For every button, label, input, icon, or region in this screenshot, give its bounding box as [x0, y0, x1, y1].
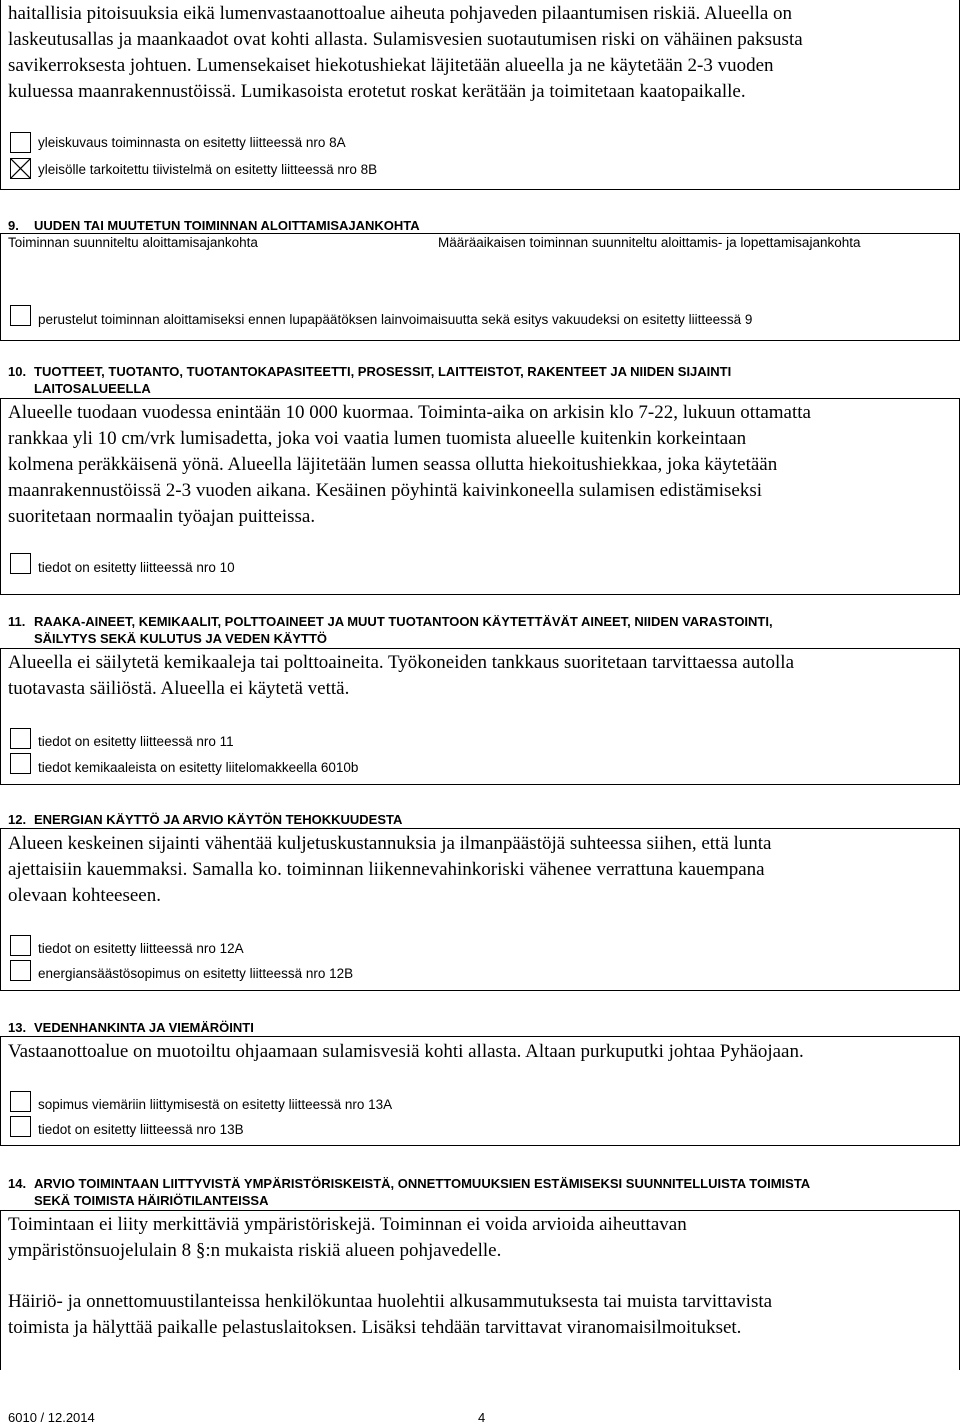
text-line: savikerroksesta johtuen. Lumensekaiset hiekotushiekat läjitetään alueella ja ne käytetään 2-3 vuoden: [8, 55, 774, 76]
section-12-text: [8, 831, 953, 909]
section-title-cont: SÄILYTYS SEKÄ KULUTUS JA VEDEN KÄYTTÖ: [34, 631, 328, 646]
text-line: olevaan kohteeseen.: [8, 885, 161, 906]
text-line: Alueen keskeinen sijainti vähentää kuljetuskustannuksia ja ilmanpäästöjä suhteessa siihen, että lunta: [8, 833, 772, 854]
checkbox-8b[interactable]: [10, 158, 31, 179]
text-line: rankkaa yli 10 cm/vrk lumisadetta, joka voi vaatia lumen tuomista alueelle kuitenkin korkeintaan: [8, 428, 747, 449]
checkbox-11[interactable]: [10, 728, 31, 749]
text-line: ympäristönsuojelulain 8 §:n mukaista riskiä alueen pohjavedelle.: [8, 1240, 502, 1261]
text-line: Alueelle tuodaan vuodessa enintään 10 000 kuormaa. Toiminta-aika on arkisin klo 7-22, lukuun ottamatta: [8, 402, 811, 423]
checkbox-8a-label: yleiskuvaus toiminnasta on esitetty liitteessä nro 8A: [38, 135, 346, 150]
section-14-heading: [8, 1175, 810, 1209]
section-10-text: [8, 400, 953, 530]
text-line: Vastaanottoalue on muotoiltu ohjaamaan sulamisvesiä kohti allasta. Altaan purkuputki johtaa Pyhäojaan.: [8, 1041, 804, 1062]
checkbox-8b-label: yleisölle tarkoitettu tiivistelmä on esitetty liitteessä nro 8B: [38, 162, 378, 177]
text-line: maanrakennustöissä 2-3 vuoden aikana. Kesäinen pöyhintä kaivinkoneella sulamisen edistämiseksi: [8, 480, 762, 501]
section-title-cont: SEKÄ TOIMISTA HÄIRIÖTILANTEISSA: [34, 1193, 269, 1208]
text-line: kuluessa maanrakennustöissä. Lumikasoista erotetut roskat kerätään ja toimitetaan kaatopaikalle.: [8, 81, 746, 102]
text-line: kolmena peräkkäisenä yönä. Alueella läjitetään lumen seassa ollutta hiekoitushiekkaa, joka käytetään: [8, 454, 778, 475]
text-line: suoritetaan normaalin työajan puitteissa.: [8, 506, 316, 527]
section-number: 9.: [8, 218, 19, 233]
text-line: Häiriö- ja onnettomuustilanteissa henkilökuntaa huolehtii alkusammutuksesta tai muista tarvittavista: [8, 1291, 773, 1312]
checkbox-13a[interactable]: [10, 1091, 31, 1112]
text-line: laskeutusallas ja maankaadot ovat kohti allasta. Sulamisvesien suotautumisen riski on vähäinen paksusta: [8, 29, 803, 50]
section-number: 11.: [8, 614, 26, 629]
checkbox-10[interactable]: [10, 553, 31, 574]
section-11-heading: [8, 613, 773, 647]
checkbox-12b-label: energiansäästösopimus on esitetty liitteessä nro 12B: [38, 966, 354, 981]
text-line: haitallisia pitoisuuksia eikä lumenvastaanottoalue aiheuta pohjaveden pilaantumisen riskiä. Alueella on: [8, 3, 793, 24]
section-title: RAAKA-AINEET, KEMIKAALIT, POLTTOAINEET JA MUUT TUOTANTOON KÄYTETTÄVÄT AINEET, NIIDEN VARASTOINTI,: [34, 614, 773, 629]
start-date-label: Toiminnan suunniteltu aloittamisajankohta: [8, 235, 258, 250]
checkbox-12a[interactable]: [10, 935, 31, 956]
checkbox-11-label: tiedot on esitetty liitteessä nro 11: [38, 734, 234, 749]
text-line: toimista ja hälyttää paikalle pelastuslaitoksen. Lisäksi tehdään tarvittavat viranomaisilmoitukset.: [8, 1317, 742, 1338]
section-title: UUDEN TAI MUUTETUN TOIMINNAN ALOITTAMISAJANKOHTA: [34, 218, 420, 233]
checkbox-9-label: perustelut toiminnan aloittamiseksi ennen lupapäätöksen lainvoimaisuutta sekä esitys vakuudeksi on esitetty liitteessä 9: [38, 312, 753, 327]
section-number: 12.: [8, 812, 27, 827]
checkmark-x-icon: [11, 159, 30, 178]
section-12-heading: [8, 811, 402, 828]
section-number: 13.: [8, 1020, 27, 1035]
checkbox-10-label: tiedot on esitetty liitteessä nro 10: [38, 560, 235, 575]
intro-text: [8, 1, 953, 105]
section-title: TUOTTEET, TUOTANTO, TUOTANTOKAPASITEETTI, PROSESSIT, LAITTEISTOT, RAKENTEET JA NIIDEN SIJAINTI: [34, 364, 732, 379]
section-13-text: [8, 1039, 953, 1065]
text-line: Toimintaan ei liity merkittäviä ympäristöriskejä. Toiminnan ei voida arvioida aiheuttavan: [8, 1214, 687, 1235]
fixed-term-label: Määräaikaisen toiminnan suunniteltu aloittamis- ja lopettamisajankohta: [438, 235, 861, 250]
checkbox-12a-label: tiedot on esitetty liitteessä nro 12A: [38, 941, 244, 956]
section-title: ENERGIAN KÄYTTÖ JA ARVIO KÄYTÖN TEHOKKUUDESTA: [34, 812, 403, 827]
section-14-text-2: [8, 1289, 953, 1341]
section-13-heading: [8, 1019, 254, 1036]
section-10-heading: [8, 363, 731, 397]
form-id: 6010 / 12.2014: [8, 1410, 95, 1425]
section-title-cont: LAITOSALUEELLA: [34, 381, 151, 396]
section-9-heading: [8, 217, 420, 234]
checkbox-12b[interactable]: [10, 960, 31, 981]
text-line: ajettaisiin kauemmaksi. Samalla ko. toiminnan liikennevahinkoriski vähenee verrattuna kauempana: [8, 859, 765, 880]
checkbox-13a-label: sopimus viemäriin liittymisestä on esitetty liitteessä nro 13A: [38, 1097, 393, 1112]
checkbox-9[interactable]: [10, 305, 31, 326]
text-line: tuotavasta säiliöstä. Alueella ei käytetä vettä.: [8, 678, 350, 699]
section-number: 10.: [8, 364, 27, 379]
text-line: Alueella ei säilytetä kemikaaleja tai polttoaineita. Työkoneiden tankkaus suoritetaan tarvittaessa autolla: [8, 652, 795, 673]
page-number: 4: [478, 1410, 486, 1425]
checkbox-11-chemicals[interactable]: [10, 753, 31, 774]
section-title: ARVIO TOIMINTAAN LIITTYVISTÄ YMPÄRISTÖRISKEISTÄ, ONNETTOMUUKSIEN ESTÄMISEKSI SUUNNITELLUISTA TOIMISTA: [34, 1176, 811, 1191]
checkbox-13b-label: tiedot on esitetty liitteessä nro 13B: [38, 1122, 244, 1137]
checkbox-8a[interactable]: [10, 132, 31, 153]
section-number: 14.: [8, 1176, 27, 1191]
section-11-text: [8, 650, 953, 702]
section-14-text: [8, 1212, 953, 1264]
checkbox-13b[interactable]: [10, 1116, 31, 1137]
checkbox-11-chemicals-label: tiedot kemikaaleista on esitetty liitelomakkeella 6010b: [38, 760, 359, 775]
section-title: VEDENHANKINTA JA VIEMÄRÖINTI: [34, 1020, 254, 1035]
